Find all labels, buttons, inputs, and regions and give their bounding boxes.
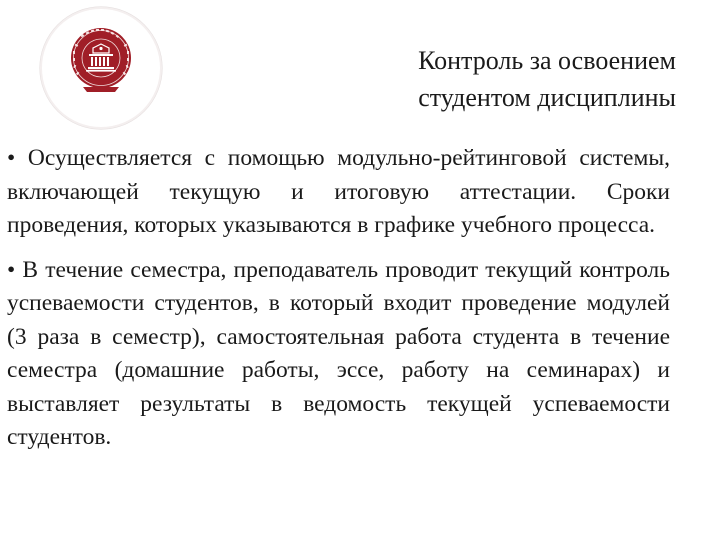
slide-title-line-1: Контроль за освоением <box>418 46 676 75</box>
university-seal-icon <box>37 4 165 132</box>
university-logo <box>37 4 165 132</box>
slide-title-line-2: студентом дисциплины <box>418 83 676 112</box>
bullet-paragraph-1: • Осуществляется с помощью модульно-рейтинговой системы, включающей текущую и итоговую аттестации. Сроки проведения, которых указываются в графике учебного процесса. <box>7 145 670 238</box>
slide-body <box>7 142 670 455</box>
bullet-paragraph-2: • В течение семестра, преподаватель проводит текущий контроль успеваемости студентов, в который входит проведение модулей (3 раза в семестр), самостоятельная работа студента в течение семестра (домашние работы, эссе, работу на семинарах) и выставляет результаты в ведомость текущей успеваемости студентов. <box>7 256 670 450</box>
slide-title <box>300 42 676 116</box>
